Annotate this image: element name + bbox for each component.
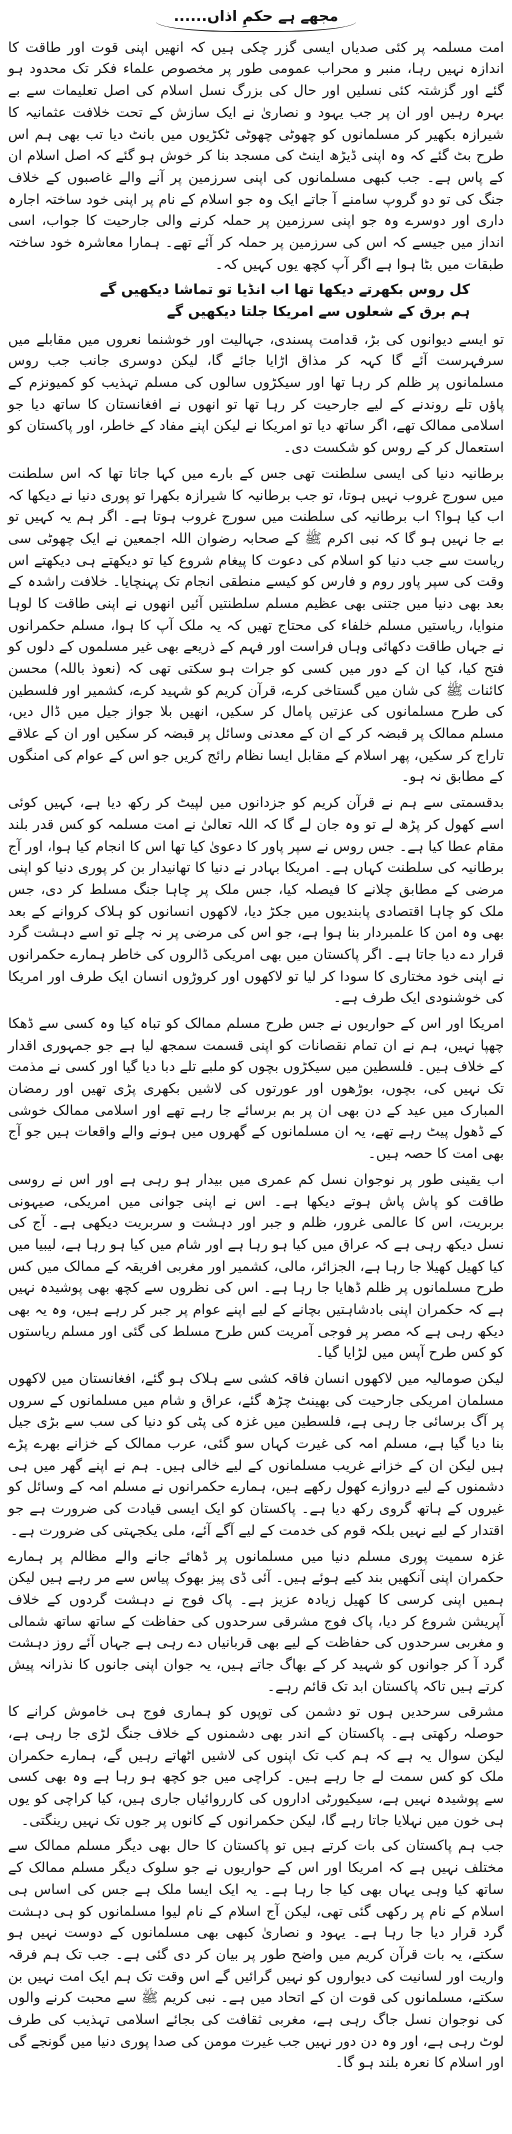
column-title: مجھے ہے حکمِ اذاں...... — [156, 6, 357, 32]
paragraph-1: امت مسلمہ پر کئی صدیاں ایسی گزر چکی ہیں کہ انھیں اپنی قوت اور طاقت کا اندازہ نہیں رہا، منبر و محراب عمومی طور پر مخصوص علماء فکر تک محدود ہو گئے اور گزشتہ کئی نسلیں اور حال کی بزرگ نسل اسلام کی اصل تعلیمات سے بے بہرہ رہیں اور ان پر جب یہود و نصاریٰ نے ایک سازش کے تحت خلافت عثمانیہ کا شیرازہ بکھیر کر مسلمانوں کو چھوٹی چھوٹی ٹکڑیوں میں بانٹ دیا تب بھی ہم اس طرح بٹ گئے کہ وہ اپنی ڈیڑھ اینٹ کی مسجد بنا کر خوش ہو گئے کہ اصل اسلام ان کے پاس ہے۔ جب کبھی مسلمانوں کی اپنی سرزمین پر آنے والے غاصبوں کے خلاف جنگ کی تو دو گروپ سامنے آ جاتے ایک وہ جو اسلام کے نام پر اپنی خود ساختہ اجارہ داری اور دوسرے وہ جو اپنی سرزمین پر حملہ کرنے والی جارحیت کا جواب، اسی انداز میں جیسے کہ اس کی سرزمین پر حملہ کر آئے تھے۔ ہمارا معاشرہ خود ساختہ طبقات میں بٹا ہوا ہے اگر آپ کچھ یوں کہیں کہ۔ — [8, 39, 504, 273]
paragraph-3: برطانیہ دنیا کی ایسی سلطنت تھی جس کے بارے میں کہا جاتا تھا کہ اس سلطنت میں سورج غروب نہیں ہوتا، تو جب برطانیہ کا شیرازہ بکھرا تو پوری دنیا نے دیکھا کہ اب کیا ہوا؟ اب برطانیہ کی سلطنت میں سورج غروب ہوتا ہے۔ اگر ہم یہ کہیں تو بے جا نہیں ہو گا کہ نبی اکرم ﷺ کے صحابہ رضوان اللہ اجمعین نے ایک چھوٹی سی ریاست سے جب دنیا کو اسلام کی دعوت کا پیغام شروع کیا تو دیکھتے ہی دیکھتے اس وقت کی سپر پاور روم و فارس کو کیسے منطقی انجام تک پہنچایا۔ خلافت راشدہ کے بعد بھی دنیا میں جتنی بھی عظیم مسلم سلطنتیں آئیں انھوں نے اپنی طاقت کا لوہا منوایا، ریاستیں مسلم خلفاء کی محتاج تھیں کہ یہ ملک آپ کا ہوا، مسلم حکمرانوں نے جہاں طاقت دکھائی وہاں فراست اور فہم کے ذریعے بھی غیر مسلموں کے دلوں کو فتح کیا، کیا ان کے دور میں کسی کو جرات ہو سکتی تھی کہ (نعوذ باللہ) محسن کائنات ﷺ کی شان میں گستاخی کرے، قرآن کریم کو شہید کرے، کشمیر اور فلسطین کی طرح مسلمانوں کی عزتیں پامال کر سکیں، انھیں بلا جواز جیل میں ڈال دیں، مسلم ممالک پر قبضہ کر کے ان کے معدنی وسائل پر قبضہ کر سکیں اور ان کے علاقے تاراج کر سکیں، پھر اسلام کے مقابل ایسا نظام رائج کریں جو اس کے عوام کی امنگوں کے مطابق نہ ہو۔ — [8, 465, 504, 786]
couplet-line-1: کل روس بکھرتے دیکھا تھا اب انڈیا تو تماشا دیکھیں گے — [99, 282, 470, 299]
paragraph-7: لیکن صومالیہ میں لاکھوں انسان فاقہ کشی سے ہلاک ہو گئے، افغانستان میں لاکھوں مسلمان امریکی جارحیت کی بھینٹ چڑھ گئے، عراق و شام میں مسلمانوں کے سروں پر آگ برسائی جا رہی ہے، فلسطین میں غزہ کی پٹی کو دنیا کی سب سے بڑی جیل بنا دیا گیا ہے، مسلم امہ کی غیرت کہاں سو گئی، عرب ممالک کے خزانے بھرے پڑے ہیں لیکن ان کے خزانے غریب مسلمانوں کے لیے خالی ہیں۔ ہم نے اپنے گھر میں ہی دشمنوں کے لیے دروازے کھول رکھے ہیں، ہمارے حکمرانوں نے مسلم امہ کے وسائل کو غیروں کے ہاتھ گروی رکھ دیا ہے۔ پاکستان کو ایک ایسی قیادت کی ضرورت ہے جو اقتدار کے لیے نہیں بلکہ قوم کی خدمت کے لیے آگے آئے، ملی یکجہتی کی ضرورت ہے۔ — [8, 1371, 504, 1539]
couplet-line-2: ہم برق کے شعلوں سے امریکا جلتا دیکھیں گے — [166, 304, 470, 321]
paragraph-6: اب یقینی طور پر نوجوان نسل کم عمری میں بیدار ہو رہی ہے اور اس نے روسی طاقت کو پاش پاش ہوتے دیکھا ہے۔ اس نے اپنی جوانی میں امریکی، صیہونی بربریت، اس کا عالمی غرور، ظلم و جبر اور دہشت و سربریت دیکھی ہے۔ آج کی نسل دیکھ رہی ہے کہ عراق میں کیا ہو رہا ہے اور شام میں کیا ہو رہا ہے، لیبیا میں کیا کھیل کھیلا جا رہا ہے، الجزائر، مالی، کشمیر اور مغربی افریقہ کے ممالک میں کس طرح مسلمانوں پر ظلم ڈھایا جا رہا ہے۔ اس کی نظروں سے کچھ بھی پوشیدہ نہیں ہے کہ حکمران اپنی بادشاہتیں بچانے کے لیے اپنے عوام پر جبر کر رہے ہیں، وہ یہ بھی دیکھ رہی ہے کہ مصر پر فوجی آمریت کس طرح مسلط کی گئی اور مسلم ریاستوں کو کس طرح آپس میں لڑایا گیا۔ — [8, 1171, 504, 1362]
paragraph-10: جب ہم پاکستان کی بات کرتے ہیں تو پاکستان کا حال بھی دیگر مسلم ممالک سے مختلف نہیں ہے کہ امریکا اور اس کے حواریوں نے جو سلوک دیگر مسلم ممالک کے ساتھ کیا وہی یہاں بھی کیا جا رہا ہے۔ یہ ایک ایسا ملک ہے جس کی اساس ہی اسلام کے نام پر رکھی گئی تھی، لیکن آج اسلام کے نام لیوا مسلمانوں کو ہی دہشت گرد قرار دیا جا رہا ہے۔ یہود و نصاریٰ کبھی بھی مسلمانوں کے دوست نہیں ہو سکتے، یہ بات قرآن کریم میں واضح طور پر بیان کر دی گئی ہے۔ جب تک ہم فرقہ واریت اور لسانیت کی دیواروں کو نہیں گرائیں گے اس وقت تک ہم ایک امت نہیں بن سکتے، مسلمانوں کی قوت ان کے اتحاد میں ہے۔ نبی کریم ﷺ سے محبت کرنے والوں کی نوجوان نسل جاگ رہی ہے، مغربی ثقافت کی بجائے اسلامی تہذیب کی طرف لوٹ رہی ہے، اور وہ دن دور نہیں جب غیرت مومن کی صدا پوری دنیا میں گونجے گی اور اسلام کا نعرہ بلند ہو گا۔ — [8, 1838, 504, 2072]
paragraph-5: امریکا اور اس کے حواریوں نے جس طرح مسلم ممالک کو تباہ کیا وہ کسی سے ڈھکا چھپا نہیں، ہم نے ان تمام نقصانات کو اپنی قسمت سمجھ لیا ہے جو جمہوری اقدار کے خلاف ہیں۔ فلسطین میں سیکڑوں بچوں کو ملبے تلے دبا دیا گیا اور کسی نے مذمت تک نہیں کی، بچوں، بوڑھوں اور عورتوں کی لاشیں بکھری پڑی تھیں اور رمضان المبارک میں عید کے دن بھی ان پر بم برسائے جا رہے تھے اور اسلامی ممالک خوشی کے ڈھول پیٹ رہے تھے، یہ ان مسلمانوں کے گھروں میں ہونے والے واقعات ہیں جو آج بھی امت کا حصہ ہیں۔ — [8, 1016, 504, 1163]
paragraph-8: غزہ سمیت پوری مسلم دنیا میں مسلمانوں پر ڈھائے جانے والے مظالم پر ہمارے حکمران اپنی آنکھیں بند کیے ہوئے ہیں۔ آئی ڈی پیز بھوک پیاس سے مر رہے ہیں لیکن ہمیں اپنی کرسی کا کھیل زیادہ عزیز ہے۔ پاک فوج نے دہشت گردوں کے خلاف آپریشن شروع کر دیا، پاک فوج مشرقی سرحدوں کی حفاظت کے ساتھ ساتھ شمالی و مغربی سرحدوں کی حفاظت کے لیے بھی قربانیاں دے رہی ہے جہاں آئے روز دہشت گرد آ کر جوانوں کو شہید کر کے بھاگ جاتے ہیں، یہ جوان اپنی جانوں کا نذرانہ پیش کرتے ہیں تاکہ پاکستان ابد تک قائم رہے۔ — [8, 1548, 504, 1695]
article-body — [8, 6, 504, 2075]
paragraph-4: بدقسمتی سے ہم نے قرآن کریم کو جزدانوں میں لپیٹ کر رکھ دیا ہے، کہیں کوئی اسے کھول کر پڑھ لے تو وہ جان لے گا کہ اللہ تعالیٰ نے امت مسلمہ کو کس قدر بلند مقام عطا کیا ہے۔ جس روس نے سپر پاور کا دعویٰ کیا تھا اس کا انجام کیا ہوا، اور آج برطانیہ کی سلطنت کہاں ہے۔ امریکا بہادر نے دنیا کا تھانیدار بن کر پوری دنیا کو اپنی مرضی کے مطابق چلانے کا فیصلہ کیا، جس ملک پر چاہا جنگ مسلط کر دی، جس ملک کو چاہا اقتصادی پابندیوں میں جکڑ دیا، لاکھوں انسانوں کو ہلاک کروانے کے بعد بھی وہ امن کا علمبردار بنا ہوا ہے، جو اس کی مرضی پر نہ چلے تو اسے دہشت گرد قرار دے دیا جاتا ہے۔ اگر پاکستان میں بھی امریکی ڈالروں کی خاطر ہمارے حکمرانوں نے اپنی خود مختاری کا سودا کر لیا تو لاکھوں اور کروڑوں انسان ایک طرف اور امریکا کی خوشنودی ایک طرف ہے۔ — [8, 795, 504, 1007]
title-wrap — [8, 6, 504, 32]
poem-couplet — [8, 280, 504, 323]
paragraph-2: تو ایسے دیوانوں کی بڑ، قدامت پسندی، جہالیت اور خوشنما نعروں میں مقابلے میں سرفہرست آئے گا کہہ کر مذاق اڑایا جائے گا، لیکن دوسری جانب جب روس مسلمانوں پر ظلم کر رہا تھا اور سیکڑوں سالوں کی مسلم تہذیب کو کمیونزم کے پاؤں تلے روندنے کے لیے جارحیت کر رہا تھا تو انھوں نے افغانستان کا ساتھ دیا جو اسلامی ممالک تھے، اگر ساتھ دیا تو امریکا نے لیکن اپنے مفاد کے خاطر، اور پاکستان کو استعمال کر کے روس کو شکست دی۔ — [8, 331, 504, 457]
paragraph-9: مشرقی سرحدیں ہوں تو دشمن کی توپوں کو ہماری فوج ہی خاموش کرانے کا حوصلہ رکھتی ہے۔ پاکستان کے اندر بھی دشمنوں کے خلاف جنگ لڑی جا رہی ہے، لیکن سوال یہ ہے کہ ہم کب تک اپنوں کی لاشیں اٹھاتے رہیں گے، ہمارے حکمران ملک کو کس سمت لے جا رہے ہیں۔ کراچی میں جو کچھ ہو رہا ہے وہ بھی کسی سے پوشیدہ نہیں ہے، سیکیورٹی اداروں کی کارروائیاں جاری ہیں، کیا کراچی کو یوں ہی خون میں نہلایا جاتا رہے گا، لیکن حکمرانوں کے کانوں پر جوں تک نہیں رینگتی۔ — [8, 1704, 504, 1829]
